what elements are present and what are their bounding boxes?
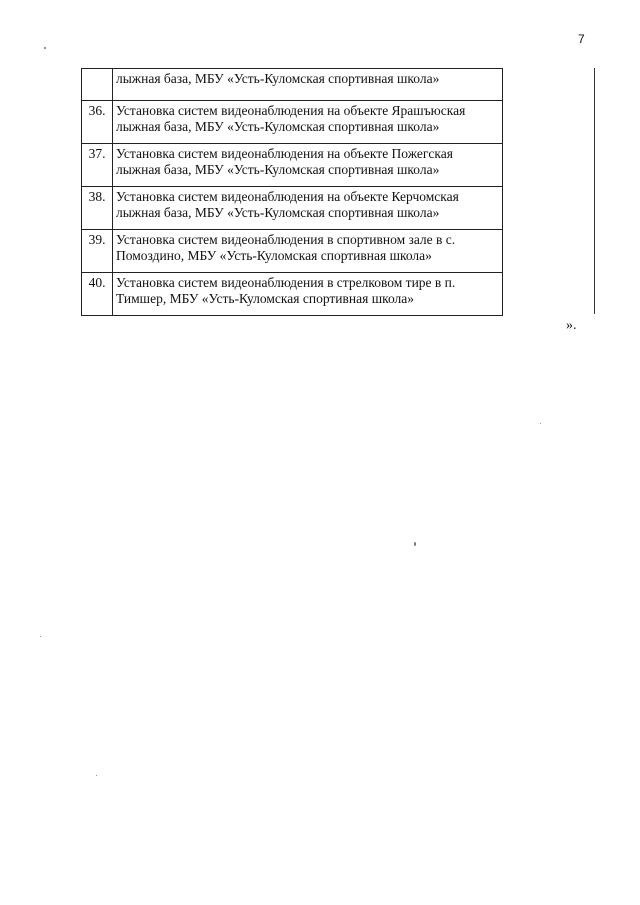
row-description: Установка систем видеонаблюдения на объекте Ярашъюская лыжная база, МБУ «Усть-Куломская спортивная школа» (113, 101, 503, 144)
row-number: 39. (82, 230, 113, 273)
table-row (82, 273, 503, 316)
scan-speck (96, 775, 97, 776)
row-description: Установка систем видеонаблюдения в спортивном зале в с. Помоздино, МБУ «Усть-Куломская спортивная школа» (113, 230, 503, 273)
row-number (82, 69, 113, 101)
table-row (82, 101, 503, 144)
table-row (82, 187, 503, 230)
table-right-border (594, 68, 595, 314)
closing-quote: ». (566, 318, 577, 333)
table-row (82, 144, 503, 187)
table-row (82, 230, 503, 273)
scan-speck (540, 423, 541, 424)
row-description: Установка систем видеонаблюдения на объекте Пожегская лыжная база, МБУ «Усть-Куломская спортивная школа» (113, 144, 503, 187)
row-number: 38. (82, 187, 113, 230)
row-description: Установка систем видеонаблюдения в стрелковом тире в п. Тимшер, МБУ «Усть-Куломская спортивная школа» (113, 273, 503, 316)
scan-speck (44, 47, 46, 49)
row-description: лыжная база, МБУ «Усть-Куломская спортивная школа» (113, 69, 503, 101)
row-description: Установка систем видеонаблюдения на объекте Керчомская лыжная база, МБУ «Усть-Куломская спортивная школа» (113, 187, 503, 230)
row-number: 36. (82, 101, 113, 144)
works-table (81, 68, 503, 316)
scan-speck (414, 542, 416, 546)
row-number: 40. (82, 273, 113, 316)
scan-speck (40, 636, 41, 637)
table-row (82, 69, 503, 101)
page-number: 7 (578, 32, 585, 46)
row-number: 37. (82, 144, 113, 187)
